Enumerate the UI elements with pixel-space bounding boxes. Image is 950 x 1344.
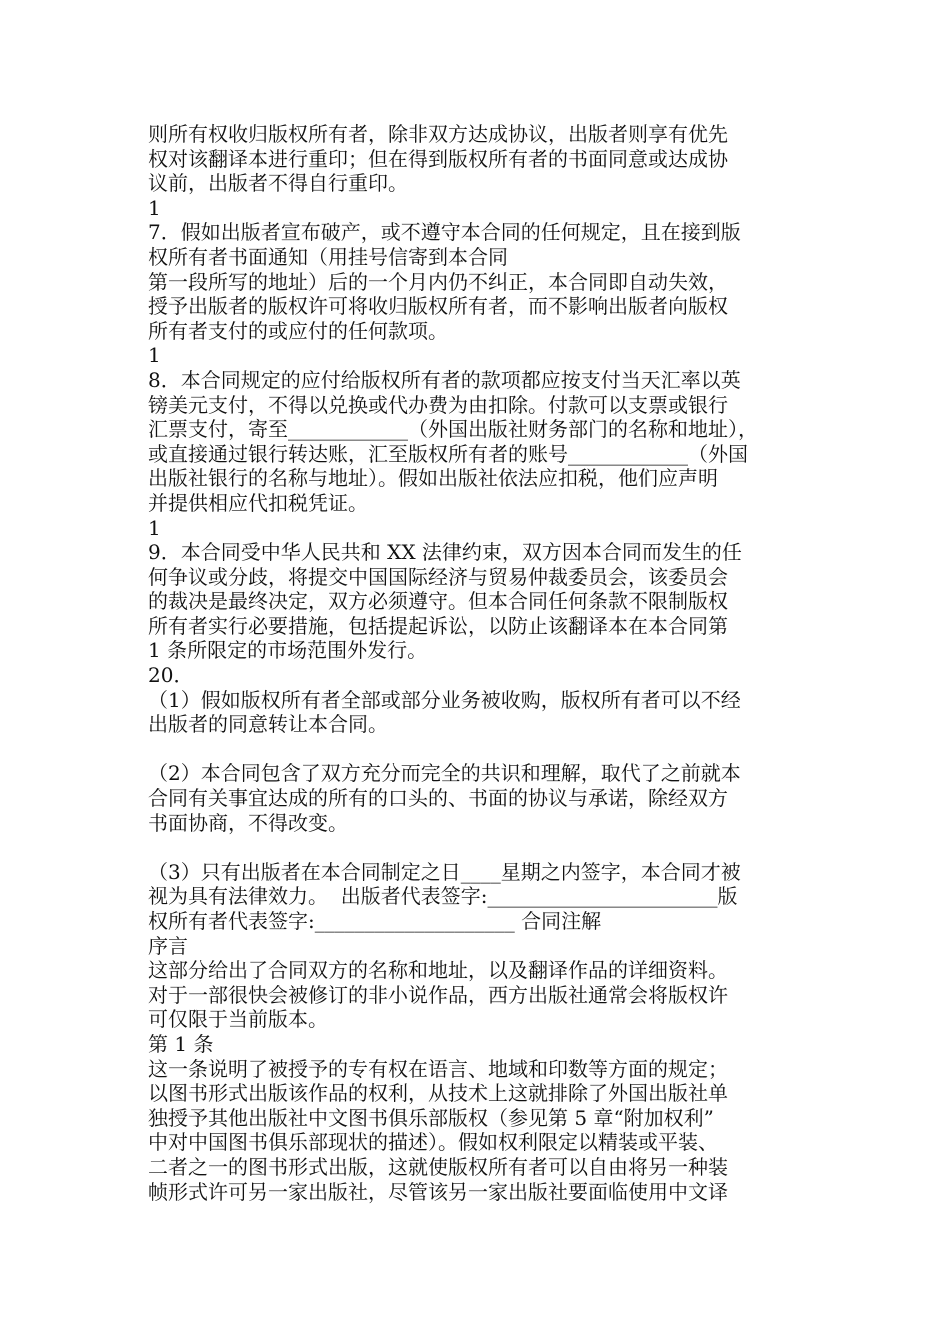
text-line: 或直接通过银行转达账，汇至版权所有者的账号____________（外国 <box>148 441 748 466</box>
text-line: 以图书形式出版该作品的权利，从技术上这就排除了外国出版社单 <box>148 1081 728 1106</box>
text-line: 权所有者书面通知（用挂号信寄到本合同 <box>148 244 508 269</box>
text-line: 20． <box>148 663 194 688</box>
text-line: 镑美元支付，不得以兑换或代办费为由扣除。付款可以支票或银行 <box>148 392 728 417</box>
text-line: 序言 <box>148 933 188 958</box>
text-line: 可仅限于当前版本。 <box>148 1007 328 1032</box>
text-line: 的裁决是最终决定，双方必须遵守。但本合同任何条款不限制版权 <box>148 589 728 614</box>
text-line: 出版者的同意转让本合同。 <box>148 712 388 737</box>
text-line: 9．本合同受中华人民共和 XX 法律约束，双方因本合同而发生的任 <box>148 540 742 565</box>
text-line: 8．本合同规定的应付给版权所有者的款项都应按支付当天汇率以英 <box>148 367 741 392</box>
text-line: （3）只有出版者在本合同制定之日____星期之内签字，本合同才被 <box>148 859 741 884</box>
text-line: 二者之一的图书形式出版，这就使版权所有者可以自由将另一种装 <box>148 1154 728 1179</box>
text-line: 1 <box>148 195 161 220</box>
text-line: 1 <box>148 343 161 368</box>
text-line: 第一段所写的地址）后的一个月内仍不纠正，本合同即自动失效， <box>148 269 728 294</box>
text-line: 则所有权收归版权所有者，除非双方达成协议，出版者则享有优先 <box>148 122 728 146</box>
text-line: 汇票支付，寄至____________（外国出版社财务部门的名称和地址）， <box>148 417 758 442</box>
text-line: 帧形式许可另一家出版社，尽管该另一家出版社要面临使用中文译 <box>148 1179 728 1204</box>
text-line: 书面协商，不得改变。 <box>148 810 348 835</box>
text-line: 独授予其他出版社中文图书俱乐部版权（参见第 5 章“附加权利” <box>148 1105 714 1130</box>
text-line: 对于一部很快会被修订的非小说作品，西方出版社通常会将版权许 <box>148 982 728 1007</box>
text-line: 所有者实行必要措施，包括提起诉讼，以防止该翻译本在本合同第 <box>148 613 728 638</box>
blank-line <box>148 737 828 762</box>
text-line: 中对中国图书俱乐部现状的描述）。假如权利限定以精装或平装、 <box>148 1130 718 1155</box>
text-line: 出版社银行的名称与地址）。假如出版社依法应扣税，他们应声明 <box>148 466 718 491</box>
text-line: 这部分给出了合同双方的名称和地址，以及翻译作品的详细资料。 <box>148 958 728 983</box>
text-line: 1 条所限定的市场范围外发行。 <box>148 638 428 663</box>
text-line: 第 1 条 <box>148 1031 214 1056</box>
text-line: （1）假如版权所有者全部或部分业务被收购，版权所有者可以不经 <box>148 687 741 712</box>
text-line: 1 <box>148 515 161 540</box>
text-line: 所有者支付的或应付的任何款项。 <box>148 318 448 343</box>
document-page <box>148 122 828 1204</box>
text-line: 视为具有法律效力。 出版者代表签字:_______________________版 <box>148 884 738 909</box>
text-line: （2）本合同包含了双方充分而完全的共识和理解，取代了之前就本 <box>148 761 741 786</box>
text-line: 权所有者代表签字:____________________ 合同注解 <box>148 909 602 933</box>
blank-line <box>148 835 828 860</box>
text-line: 何争议或分歧，将提交中国国际经济与贸易仲裁委员会，该委员会 <box>148 564 728 589</box>
text-line: 这一条说明了被授予的专有权在语言、地域和印数等方面的规定； <box>148 1056 728 1081</box>
text-line: 权对该翻译本进行重印；但在得到版权所有者的书面同意或达成协 <box>148 146 728 171</box>
text-line: 并提供相应代扣税凭证。 <box>148 490 368 515</box>
text-line: 授予出版者的版权许可将收归版权所有者，而不影响出版者向版权 <box>148 294 728 319</box>
text-line: 7．假如出版者宣布破产，或不遵守本合同的任何规定，且在接到版 <box>148 220 741 245</box>
text-line: 议前，出版者不得自行重印。 <box>148 171 408 196</box>
text-line: 合同有关事宜达成的所有的口头的、书面的协议与承诺，除经双方 <box>148 786 728 811</box>
